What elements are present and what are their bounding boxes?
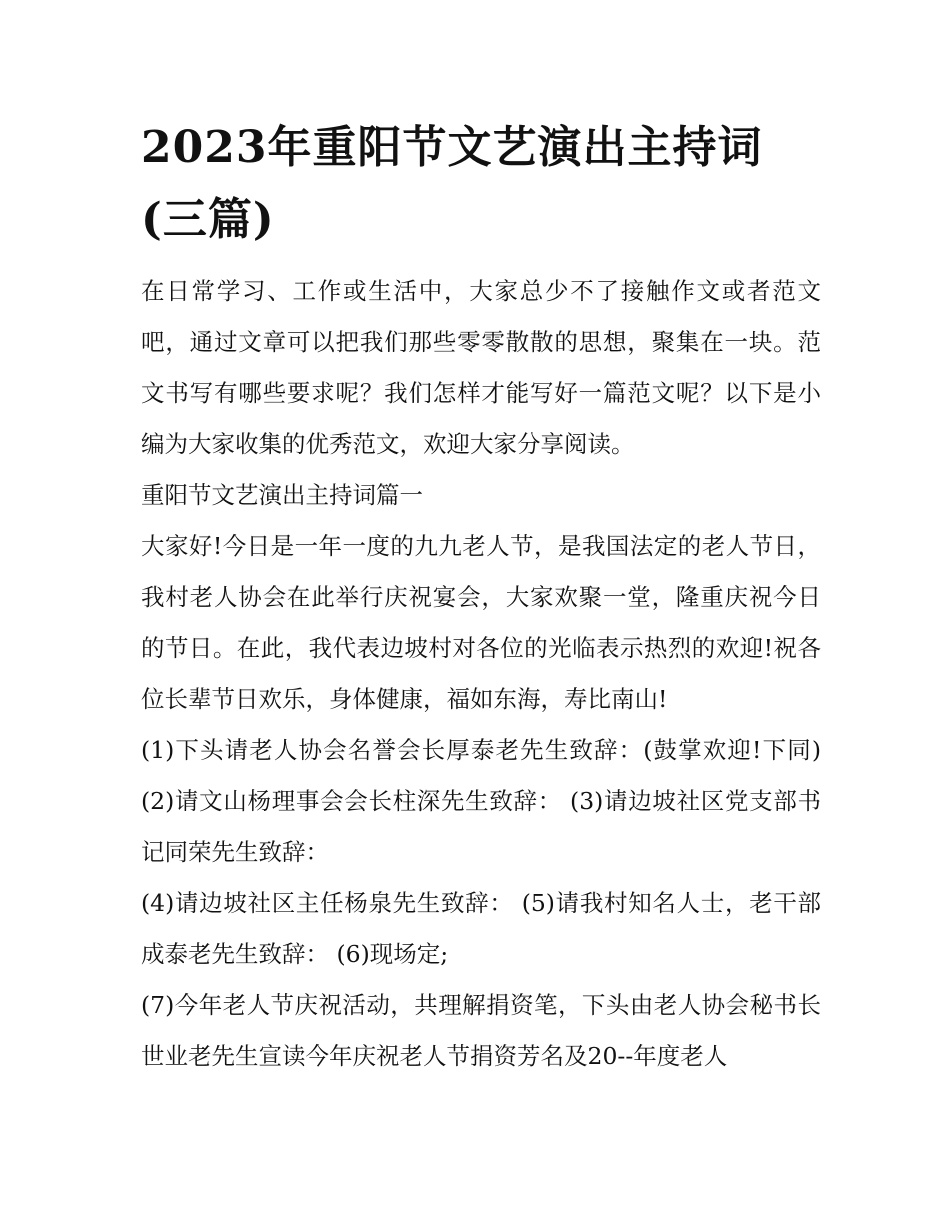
greeting-paragraph: 大家好!今日是一年一度的九九老人节，是我国法定的老人节日，我村老人协会在此举行庆祝宴会，大家欢聚一堂，隆重庆祝今日的节日。在此，我代表边坡村对各位的光临表示热烈的欢迎!祝各位长辈节日欢乐，身体健康，福如东海，寿比南山!	[141, 532, 821, 713]
intro-paragraph: 在日常学习、工作或生活中，大家总少不了接触作文或者范文吧，通过文章可以把我们那些零零散散的思想，聚集在一块。范文书写有哪些要求呢？我们怎样才能写好一篇范文呢？以下是小编为大家收集的优秀范文，欢迎大家分享阅读。	[141, 277, 821, 458]
document-title: 2023年重阳节文艺演出主持词(三篇)	[141, 122, 763, 245]
agenda-paragraph-3: (7)今年老人节庆祝活动，共理解捐资笔，下头由老人协会秘书长世业老先生宣读今年庆祝老人节捐资芳名及20--年度老人	[141, 991, 821, 1070]
document-page	[141, 112, 821, 1082]
section-heading: 重阳节文艺演出主持词篇一	[141, 481, 423, 509]
agenda-paragraph-1: (1)下头请老人协会名誉会长厚泰老先生致辞：(鼓掌欢迎!下同) (2)请文山杨理事会会长柱深先生致辞： (3)请边坡社区党支部书记同荣先生致辞：	[141, 736, 821, 866]
agenda-paragraph-2: (4)请边坡社区主任杨泉先生致辞： (5)请我村知名人士，老干部成泰老先生致辞： (6)现场定;	[141, 889, 821, 968]
document-body	[141, 266, 821, 1082]
